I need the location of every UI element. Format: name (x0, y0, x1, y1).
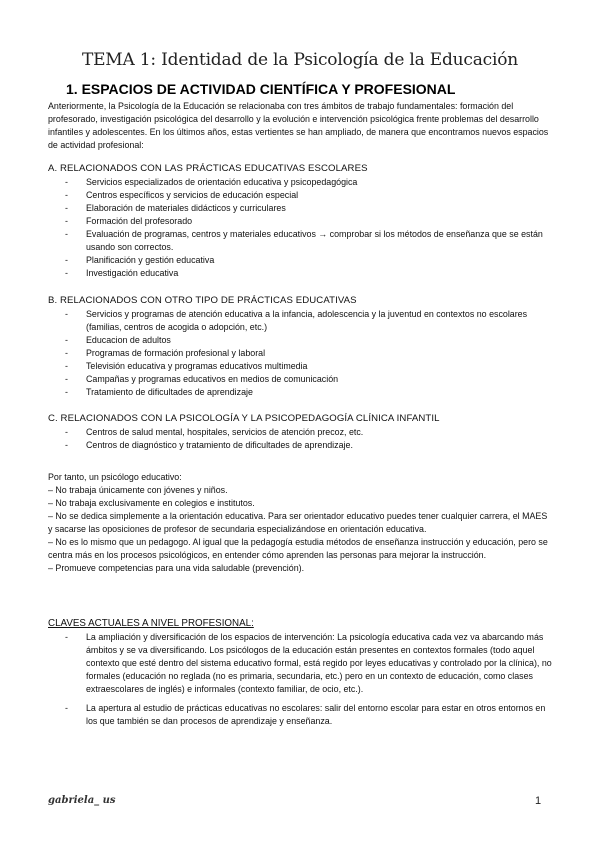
list-item: - Centros de diagnóstico y tratamiento de dificultades de aprendizaje. (48, 439, 554, 452)
conclusion-line: – No se dedica simplemente a la orientación educativa. Para ser orientador educativo puedes tener cualquier carrera, el MAES y sacarse las oposiciones de profesor de secundaria especializándose en orientación educativa. (48, 511, 548, 534)
claves-title: CLAVES ACTUALES A NIVEL PROFESIONAL: (48, 618, 254, 629)
conclusion-block (48, 471, 554, 575)
conclusion-lead: Por tanto, un psicólogo educativo: (48, 472, 182, 482)
group-a-list (48, 176, 554, 280)
list-item: - Servicios especializados de orientación educativa y psicopedagógica (48, 176, 554, 189)
list-item: - Campañas y programas educativos en medios de comunicación (48, 373, 554, 386)
list-item: - Servicios y programas de atención educativa a la infancia, adolescencia y la juventud en contextos no escolares (familias, centros de acogida o adopción, etc.) (48, 308, 554, 334)
conclusion-line: – No trabaja únicamente con jóvenes y niños. (48, 485, 228, 495)
intro-paragraph-block (48, 100, 554, 152)
list-item: - Programas de formación profesional y laboral (48, 347, 554, 360)
list-item: - La apertura al estudio de prácticas educativas no escolares: salir del entorno escolar para estar en otros entornos en los que también se dan procesos de aprendizaje y enseñanza. (48, 702, 554, 728)
conclusion-line: – Promueve competencias para una vida saludable (prevención). (48, 563, 305, 573)
group-a (48, 162, 554, 280)
footer-author: gabriela_ us (48, 795, 116, 806)
list-item: - Televisión educativa y programas educativos multimedia (48, 360, 554, 373)
list-item: - Educacion de adultos (48, 334, 554, 347)
list-item: - La ampliación y diversificación de los espacios de intervención: La psicología educativa cada vez va abarcando más ámbitos y se va diversificando. Los psicólogos de la educación están presentes en contextos formales (todo aquel contexto que esté dentro del sistema educativo formal, está regido por leyes educativas y controlado por la clínica), no formales (educación no reglada (no es primaria, secundaria, etc.) pero en un contexto de educación, como clases extraescolares de inglés) e informales (contexto familiar, de ocio, etc.). (48, 631, 554, 696)
list-item: - Formación del profesorado (48, 215, 554, 228)
group-b (48, 294, 554, 399)
document-title: TEMA 1: Identidad de la Psicología de la Educación (81, 50, 519, 70)
section-heading: 1. ESPACIOS DE ACTIVIDAD CIENTÍFICA Y PROFESIONAL (66, 81, 456, 97)
list-item: - Evaluación de programas, centros y materiales educativos → comprobar si los métodos de enseñanza que se están usando son correctos. (48, 228, 554, 254)
list-item: - Centros específicos y servicios de educación especial (48, 189, 554, 202)
conclusion-line: – No trabaja exclusivamente en colegios e institutos. (48, 498, 255, 508)
list-item: - Tratamiento de dificultades de aprendizaje (48, 386, 554, 399)
group-a-title: A. RELACIONADOS CON LAS PRÁCTICAS EDUCATIVAS ESCOLARES (48, 163, 368, 174)
group-c-list (48, 426, 554, 452)
group-b-list (48, 308, 554, 399)
conclusion-line: – No es lo mismo que un pedagogo. Al igual que la pedagogía estudia métodos de enseñanza instrucción y educación, pero se centra más en los procesos psicológicos, en entender cómo aprenden las personas para mejorar la instrucción. (48, 537, 548, 560)
page-number: 1 (535, 795, 542, 807)
group-b-title: B. RELACIONADOS CON OTRO TIPO DE PRÁCTICAS EDUCATIVAS (48, 295, 357, 306)
group-c-title: C. RELACIONADOS CON LA PSICOLOGÍA Y LA PSICOPEDAGOGÍA CLÍNICA INFANTIL (48, 413, 440, 424)
list-item: - Centros de salud mental, hospitales, servicios de atención precoz, etc. (48, 426, 554, 439)
list-item: - Elaboración de materiales didácticos y curriculares (48, 202, 554, 215)
list-item: - Investigación educativa (48, 267, 554, 280)
group-c (48, 412, 554, 452)
claves-block (48, 617, 554, 734)
intro-paragraph: Anteriormente, la Psicología de la Educación se relacionaba con tres ámbitos de trabajo fundamentales: formación del profesorado, investigación psicológica del desarrollo y la evolución e intervención psicológica frente problemas del desarrollo infantiles y adolescentes. En los últimos años, estas vertientes se han ampliado, de manera que encontramos nuevos espacios de actividad profesional: (48, 101, 549, 150)
claves-list (48, 631, 554, 728)
list-item: - Planificación y gestión educativa (48, 254, 554, 267)
